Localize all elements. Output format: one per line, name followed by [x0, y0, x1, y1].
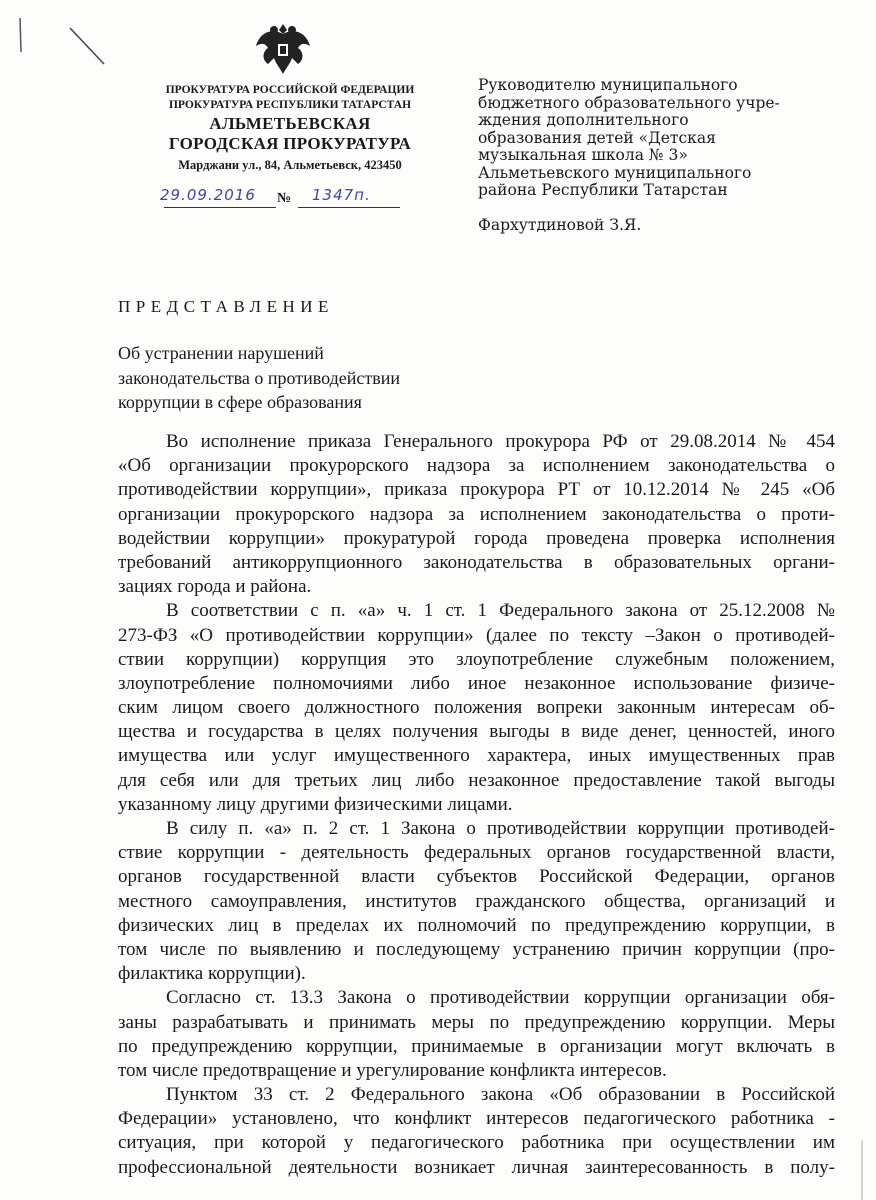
paragraph — [118, 1083, 835, 1180]
subject-line: законодательства о противодействии — [118, 367, 401, 388]
recipient-line: музыкальная школа № 3» — [478, 146, 688, 164]
header-line: ГОРОДСКАЯ ПРОКУРАТУРА — [168, 134, 412, 153]
recipient-line: бюджетного образовательного учре- — [478, 93, 780, 112]
header-address: Марджани ул., 84, Альметьевск, 423450 — [178, 158, 402, 172]
paragraph-line: указанному лицу другими физическими лицами. — [118, 793, 513, 815]
recipient-line: района Республики Татарстан — [478, 181, 728, 199]
paragraph-line: В соответствии с п. «а» ч. 1 ст. 1 Федерального закона от 25.12.2008 № — [166, 600, 835, 622]
paragraph-line: профессиональной деятельности возникает личная заинтересованность в полу- — [118, 1156, 835, 1178]
handwritten-date: 29.09.2016 — [160, 186, 256, 204]
paragraph-line: том числе по выявлению и последующему устранению причин коррупции (про- — [118, 938, 835, 960]
paragraph-line: Во исполнение приказа Генерального прокурора РФ от 29.08.2014 № 454 — [166, 431, 835, 452]
paragraph-line: Согласно ст. 13.3 Закона о противодействии коррупции организации обя- — [166, 987, 835, 1009]
paragraph-line: злоупотребление полномочиями либо иное незаконное использование физиче- — [118, 672, 835, 694]
paragraph — [118, 430, 835, 599]
header-line: ПРОКУРАТУРА РОССИЙСКОЙ ФЕДЕРАЦИИ — [165, 84, 415, 96]
paragraph-line: по предупреждению коррупции, принимаемые в организации могут включать в — [118, 1035, 835, 1057]
subject-line: Об устранении нарушений — [118, 343, 324, 363]
paragraph-line: организации прокурорского надзора за исполнением законодательства о проти- — [118, 503, 835, 525]
handwritten-number: 1347п. — [312, 186, 371, 204]
recipient-line: Альметьевского муниципального — [478, 163, 752, 182]
paragraph-line: органов государственной власти субъектов Российской Федерации, органов — [118, 866, 835, 888]
recipient-block — [478, 77, 780, 234]
paragraph-line: зациях города и района. — [118, 576, 312, 598]
paragraph-line: для себя или для третьих лиц либо незаконное предоставление такой выгоды — [118, 769, 835, 791]
recipient-line: образования детей «Детская — [478, 128, 716, 147]
paragraph-line: ствие коррупции - деятельность федеральных органов государственной власти, — [118, 842, 835, 864]
document-body — [118, 430, 835, 1180]
subject-block — [118, 341, 400, 415]
paragraph-line: щества и государства в целях получения выгоды в виде денег, ценностей, иного — [118, 721, 835, 743]
header-line: АЛЬМЕТЬЕВСКАЯ — [209, 114, 371, 133]
header-line: ПРОКУРАТУРА РЕСПУБЛИКИ ТАТАРСТАН — [168, 99, 412, 111]
paragraph-line: водействии коррупции» прокуратурой города проведена проверка исполнения — [118, 527, 835, 549]
paragraph-line: «Об организации прокурорского надзора за исполнением законодательства о — [118, 455, 835, 477]
paragraph-line: противодействии коррупции», приказа прокурора РТ от 10.12.2014 № 245 «Об — [118, 479, 835, 501]
paragraph — [118, 817, 835, 986]
paragraph-line: том числе предотвращение и урегулирование конфликта интересов. — [118, 1059, 667, 1081]
number-underline — [298, 207, 400, 208]
paragraph-line: физических лиц в пределах их полномочий по предупреждению коррупции, в — [118, 914, 835, 936]
paragraph-line: Пунктом 33 ст. 2 Федерального закона «Об образовании в Российской — [166, 1084, 835, 1106]
recipient-name: Фархутдиновой З.Я. — [478, 215, 642, 234]
paragraph-line: местного самоуправления, институтов гражданского общества, организаций и — [118, 890, 835, 912]
paragraph-line: 273-ФЗ «О противодействии коррупции» (далее по тексту –Закон о противодей- — [118, 624, 835, 646]
paragraph-line: имущества или услуг имущественного характера, иных имущественных прав — [118, 745, 835, 767]
recipient-line: ждения дополнительного — [478, 111, 689, 129]
paragraph-line: Федерации» установлено, что конфликт интересов педагогического работника - — [118, 1108, 835, 1130]
paragraph-line: требований антикоррупционного законодательства в образовательных органи- — [118, 551, 835, 573]
recipient-line: Руководителю муниципального — [478, 76, 738, 94]
subject-line: коррупции в сфере образования — [118, 392, 362, 412]
paragraph-line: В силу п. «а» п. 2 ст. 1 Закона о противодействии коррупции противодей- — [166, 818, 835, 839]
coat-of-arms-emblem — [252, 18, 314, 80]
paragraph — [118, 599, 835, 817]
number-label: № — [277, 191, 292, 206]
paragraph-line: заны разрабатывать и принимать меры по предупреждению коррупции. Меры — [118, 1011, 835, 1033]
date-underline — [164, 207, 276, 208]
paragraph-line: ситуация, при которой у педагогического работника при осуществлении им — [118, 1132, 835, 1154]
paragraph-line: ствии коррупции) коррупция это злоупотребление служебным положением, — [118, 648, 835, 670]
paragraph-line: ским лицом своего должностного положения вопреки законным интересам об- — [118, 697, 835, 719]
paragraph — [118, 986, 835, 1083]
document-title: ПРЕДСТАВЛЕНИЕ — [118, 297, 334, 316]
paragraph-line: филактика коррупции). — [118, 963, 306, 985]
